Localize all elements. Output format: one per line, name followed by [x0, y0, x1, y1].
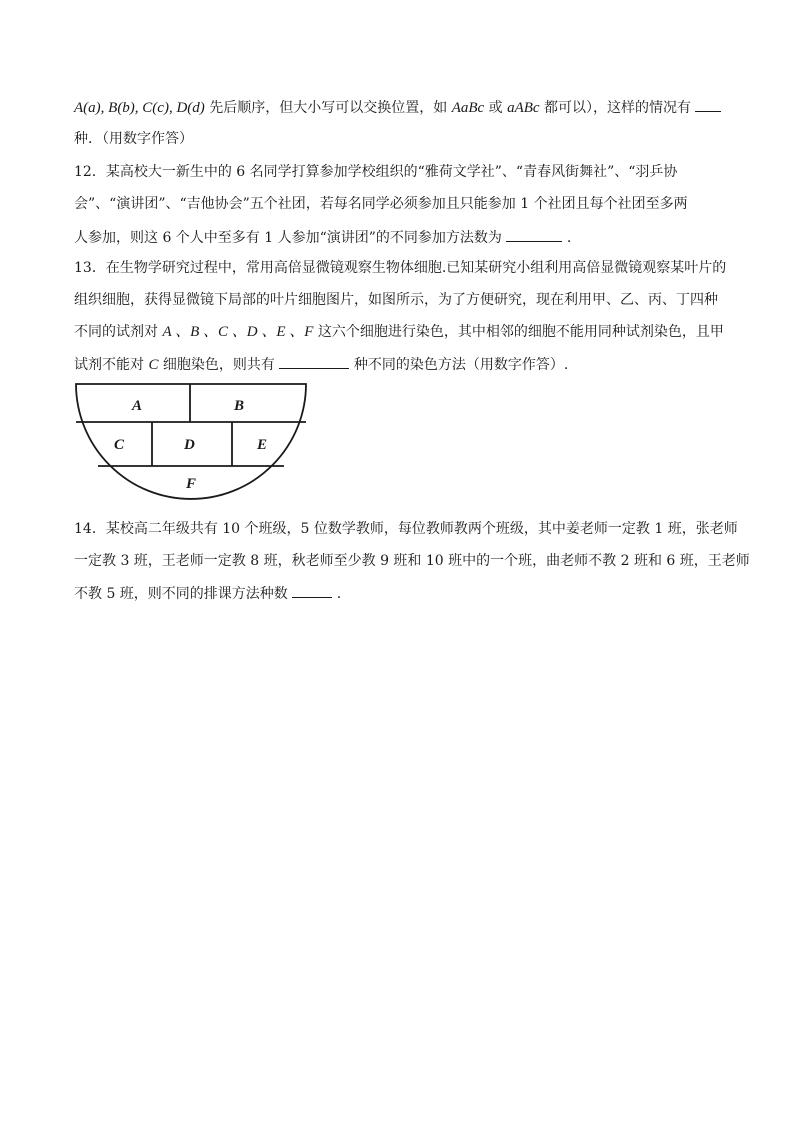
- q12-line-3: [74, 227, 571, 248]
- q11-example-2: aABc: [507, 100, 540, 116]
- q14-line2-text: 一定教 3 班，王老师一定教 8 班，秋老师至少教 9 班和 10 班中的一个班，曲老师不教 2 班和 6 班，王老师: [74, 553, 750, 569]
- q11-line1-end: 都可以），这样的情况有: [544, 100, 692, 116]
- q14-line3-text: 不教 5 班，则不同的排课方法种数: [74, 586, 288, 602]
- leaf-cell-figure: [74, 381, 310, 505]
- q12-answer-blank: [506, 227, 562, 242]
- q14-answer-blank: [292, 583, 332, 598]
- cell-label-b: B: [234, 398, 245, 414]
- q14-line1-text: 14．某校高二年级共有 10 个班级，5 位数学教师，每位教师教两个班级，其中姜老师一定教 1 班，张老师: [74, 521, 738, 537]
- q12-line-1: [74, 162, 677, 182]
- cell-label-d: D: [184, 437, 195, 453]
- q13-line4-mid: 细胞染色，则共有: [162, 357, 275, 373]
- cell-label-f: F: [186, 476, 197, 492]
- q14-line3-end: .: [336, 586, 342, 602]
- q14-line-1: [74, 519, 738, 539]
- cell-label-a: A: [132, 398, 143, 414]
- q13-line3-post: 这六个细胞进行染色，其中相邻的细胞不能用同种试剂染色，且甲: [317, 324, 724, 340]
- q13-line-4: [74, 354, 568, 375]
- q11-line2-text: 种．（用数字作答）: [74, 131, 193, 147]
- q13-line-2: [74, 290, 718, 310]
- q13-line-3: [74, 322, 724, 342]
- q11-line-1: [74, 97, 721, 118]
- q13-line4-cell: C: [148, 357, 159, 373]
- q13-line-1: [74, 258, 726, 278]
- q14-line-2: [74, 551, 750, 571]
- q12-line3-text: 人参加，则这 6 个人中至多有 1 人参加“演讲团”的不同参加方法数为: [74, 230, 502, 246]
- q13-line4-pre: 试剂不能对: [74, 357, 144, 373]
- q13-line3-pre: 不同的试剂对: [74, 324, 158, 340]
- q12-line-2: [74, 194, 688, 214]
- q12-line1-text: 12．某高校大一新生中的 6 名同学打算参加学校组织的“雅荷文学社”、“青春风街舞社”、“羽乒协: [74, 164, 678, 180]
- q13-answer-blank: [279, 354, 349, 369]
- q14-line-3: [74, 583, 341, 604]
- cell-label-e: E: [257, 437, 268, 453]
- q13-line1-text: 13．在生物学研究过程中，常用高倍显微镜观察生物体细胞.已知某研究小组利用高倍显微镜观察某叶片的: [74, 260, 727, 276]
- q12-line2-text: 会”、“演讲团”、“吉他协会”五个社团，若每名同学必须参加且只能参加 1 个社团且每个社团至多两: [74, 196, 688, 212]
- q13-line2-text: 组织细胞，获得显微镜下局部的叶片细胞图片，如图所示，为了方便研究，现在利用甲、乙、丙、丁四种: [74, 292, 718, 308]
- q13-line4-end: 种不同的染色方法（用数字作答）.: [353, 357, 569, 373]
- q11-line1-text: 先后顺序，但大小写可以交换位置，如: [209, 100, 448, 116]
- q11-example-1: AaBc: [451, 100, 485, 116]
- q13-line3-cells: A 、B 、C 、D 、E 、F: [162, 324, 314, 340]
- cell-label-c: C: [114, 437, 125, 453]
- q11-math-sequence: A(a), B(b), C(c), D(d): [74, 100, 205, 116]
- q11-or-text: 或: [488, 100, 503, 116]
- q11-answer-blank: [695, 97, 721, 112]
- q11-line-2: [74, 129, 193, 149]
- q12-line3-end: .: [566, 230, 572, 246]
